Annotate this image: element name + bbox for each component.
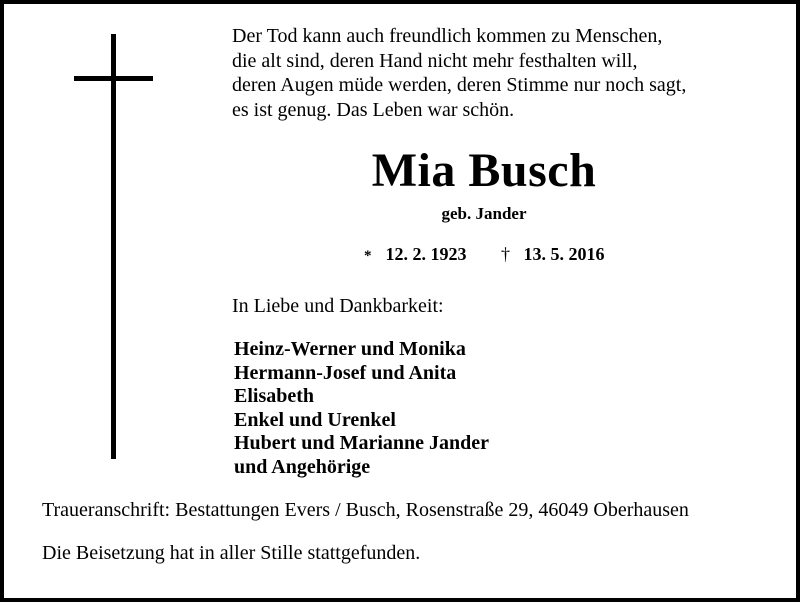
mourner-item: Heinz-Werner und Monika: [234, 338, 466, 360]
death-dagger-icon: †: [501, 244, 510, 264]
death-date: 13. 5. 2016: [523, 244, 605, 264]
birth-date-block: [364, 244, 467, 265]
mourning-address: Traueranschrift: Bestattungen Evers / Busch, Rosenstraße 29, 46049 Oberhausen: [42, 499, 689, 521]
poem-line: es ist genug. Das Leben war schön.: [232, 98, 515, 121]
birth-star-icon: *: [364, 248, 372, 264]
maiden-name: geb. Jander: [441, 204, 527, 223]
birth-date: 12. 2. 1923: [385, 244, 467, 264]
death-date-block: [501, 244, 605, 265]
burial-note: Die Beisetzung hat in aller Stille stattgefunden.: [42, 542, 421, 564]
mourner-item: Elisabeth: [234, 385, 315, 407]
poem-line: die alt sind, deren Hand nicht mehr festhalten will,: [232, 49, 638, 72]
poem: [232, 24, 686, 122]
mourner-item: Hubert und Marianne Jander: [234, 432, 490, 454]
mourner-item: Enkel und Urenkel: [234, 408, 396, 431]
mourner-item: Hermann-Josef und Anita: [234, 361, 457, 384]
deceased-name: Mia Busch: [371, 144, 597, 197]
poem-line: deren Augen müde werden, deren Stimme nur noch sagt,: [232, 74, 687, 96]
mourners-list: [234, 338, 489, 479]
poem-line: Der Tod kann auch freundlich kommen zu Menschen,: [232, 25, 663, 47]
cross-vertical-bar: [111, 34, 116, 459]
mourner-item: und Angehörige: [234, 455, 371, 478]
mourning-intro: In Liebe und Dankbarkeit:: [232, 295, 444, 317]
cross-horizontal-bar: [74, 76, 153, 81]
